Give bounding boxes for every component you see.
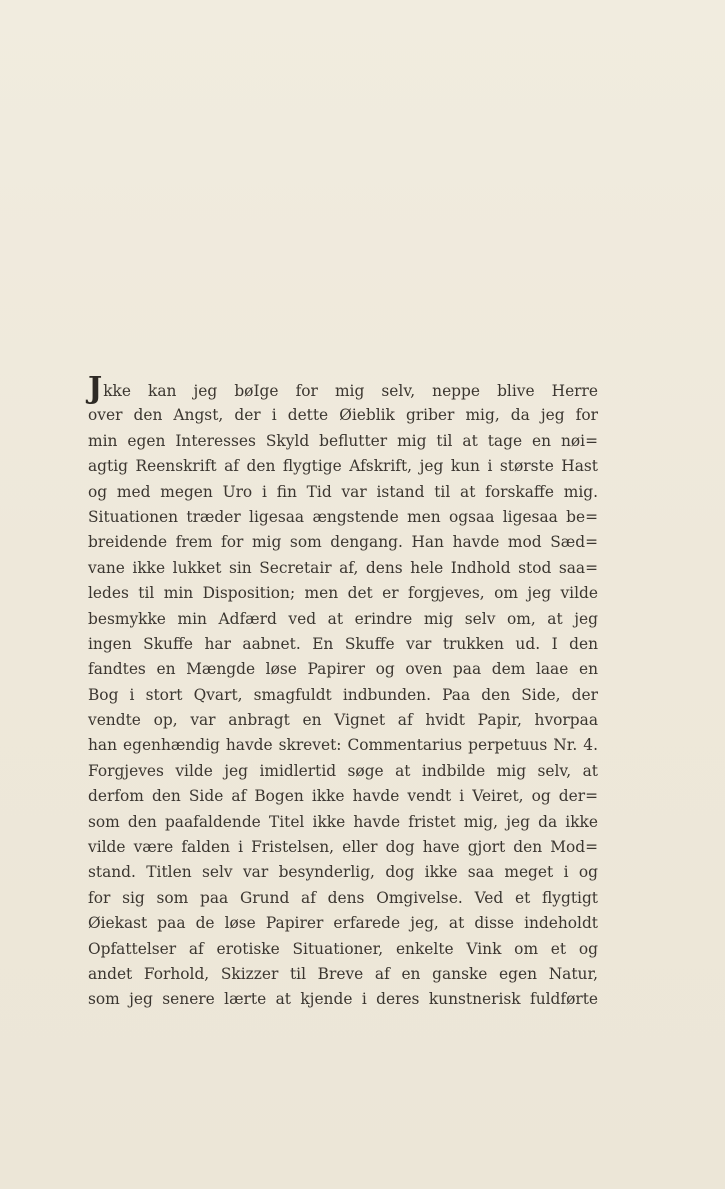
text-line: andet Forhold, Skizzer til Breve af en ganske egen Natur, bbox=[88, 964, 598, 983]
text-line: stand. Titlen selv var besynderlig, dog ikke saa meget i og bbox=[88, 863, 598, 882]
text-line: breidende frem for mig som dengang. Han havde mod Sæd= bbox=[88, 533, 598, 552]
text-line: for sig som paa Grund af dens Omgivelse. Ved et flygtigt bbox=[88, 888, 598, 907]
text-line: Situationen træder ligesaa ængstende men ogsaa ligesaa be= bbox=[88, 507, 598, 526]
text-line: som jeg senere lærte at kjende i deres kunstnerisk fuldførte bbox=[88, 990, 598, 1009]
text-line: Jkke kan jeg bøIge for mig selv, neppe blive Herre bbox=[88, 371, 598, 406]
text-line: fandtes en Mængde løse Papirer og oven paa dem laae en bbox=[88, 660, 598, 679]
text-line: vendte op, var anbragt en Vignet af hvidt Papir, hvorpaa bbox=[88, 711, 598, 730]
text-line: Øiekast paa de løse Papirer erfarede jeg, at disse indeholdt bbox=[88, 914, 598, 933]
drop-cap: J bbox=[88, 371, 103, 406]
text-line: ledes til min Disposition; men det er forgjeves, om jeg vilde bbox=[88, 584, 598, 603]
text-line: Forgjeves vilde jeg imidlertid søge at indbilde mig selv, at bbox=[88, 761, 598, 780]
text-line: han egenhændig havde skrevet: Commentarius perpetuus Nr. 4. bbox=[88, 736, 598, 755]
text-line: derfom den Side af Bogen ikke havde vendt i Veiret, og der= bbox=[88, 787, 598, 806]
text-line: agtig Reenskrift af den flygtige Afskrift, jeg kun i største Hast bbox=[88, 457, 598, 476]
text-line: ingen Skuffe har aabnet. En Skuffe var trukken ud. I den bbox=[88, 634, 598, 653]
text-line: vilde være falden i Fristelsen, eller dog have gjort den Mod= bbox=[88, 838, 598, 857]
text-line: over den Angst, der i dette Øieblik griber mig, da jeg for bbox=[88, 406, 598, 425]
text-line: besmykke min Adfærd ved at erindre mig selv om, at jeg bbox=[88, 609, 598, 628]
text-line: vane ikke lukket sin Secretair af, dens hele Indhold stod saa= bbox=[88, 558, 598, 577]
text-line: og med megen Uro i fin Tid var istand til at forskaffe mig. bbox=[88, 482, 598, 501]
text-line: min egen Interesses Skyld beflutter mig til at tage en nøi= bbox=[88, 431, 598, 450]
text-line: Opfattelser af erotiske Situationer, enkelte Vink om et og bbox=[88, 939, 598, 958]
body-text bbox=[88, 371, 598, 1013]
text-line: Bog i stort Qvart, smagfuldt indbunden. Paa den Side, der bbox=[88, 685, 598, 704]
text-line: som den paafaldende Titel ikke havde fristet mig, jeg da ikke bbox=[88, 812, 598, 831]
